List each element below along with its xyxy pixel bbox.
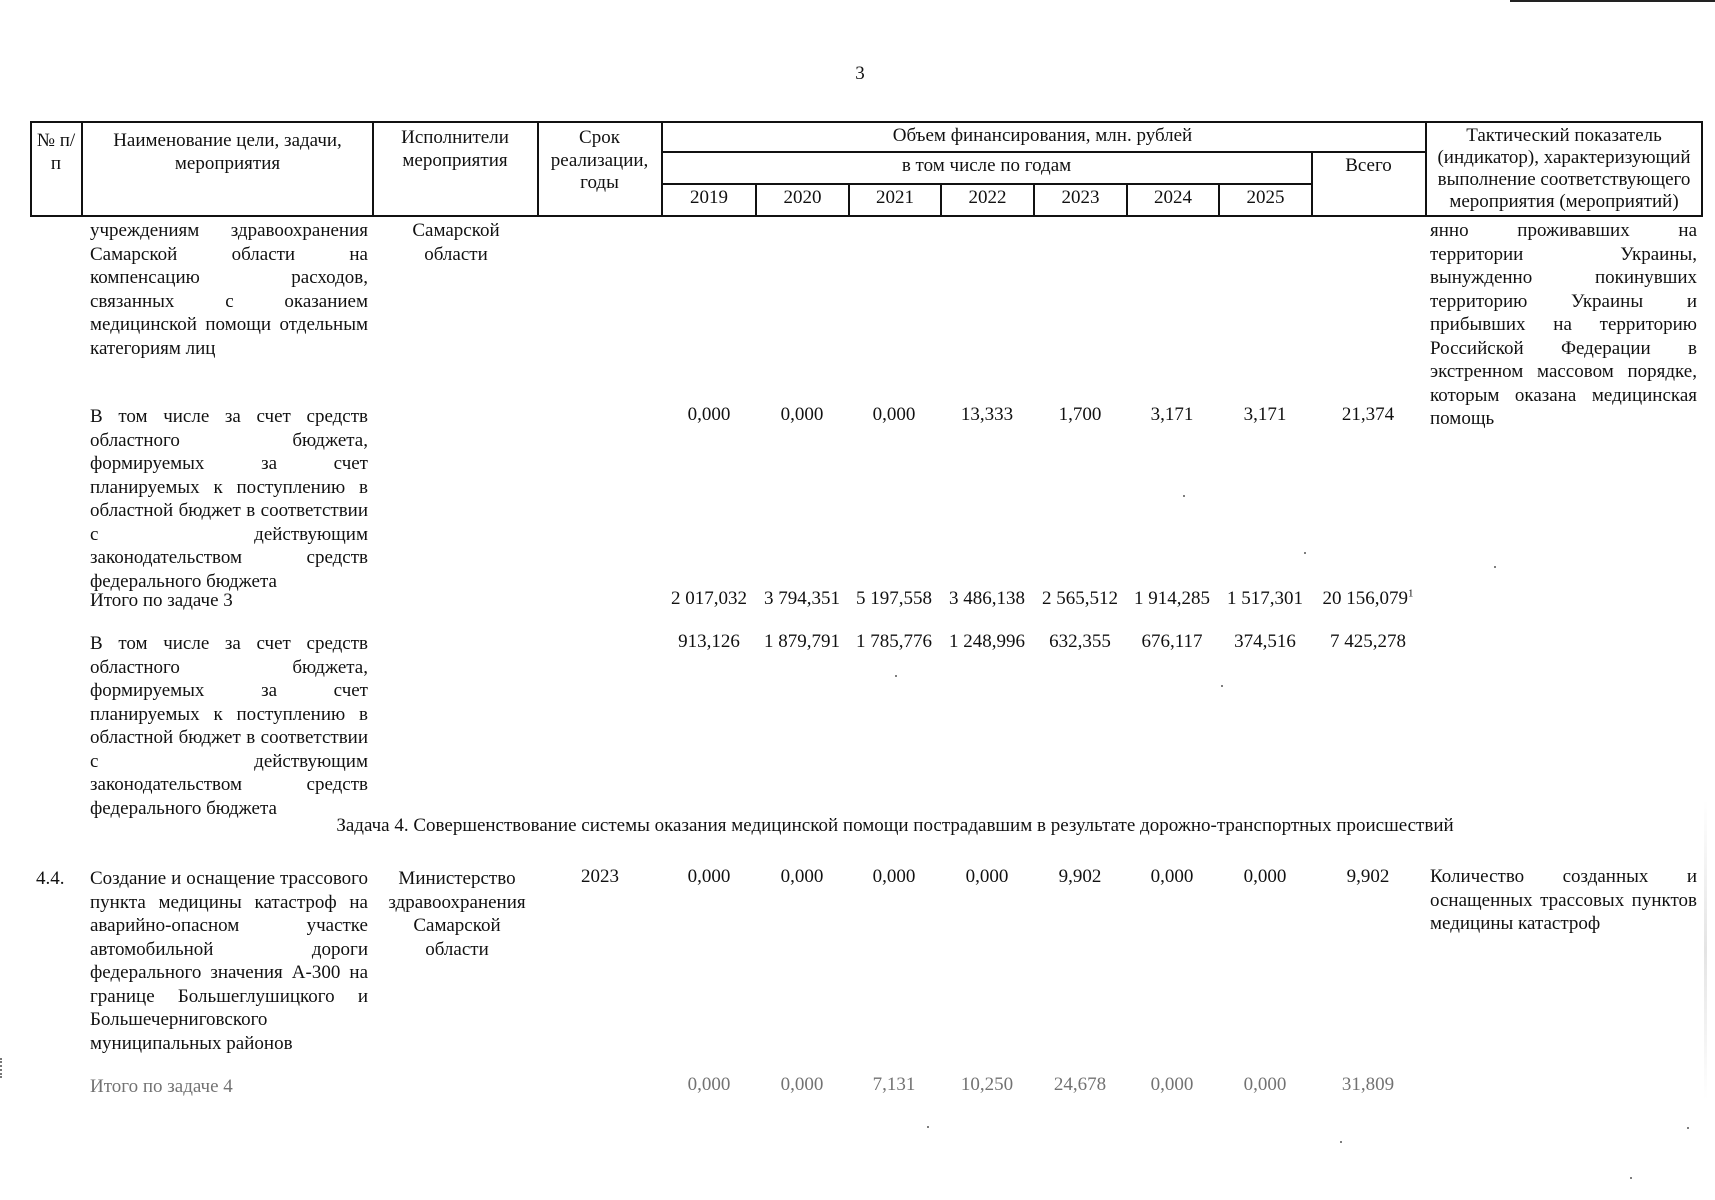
task4-heading: Задача 4. Совершенствование системы оказания медицинской помощи пострадавшим в результате дорожно-транспортных происшествий bbox=[336, 815, 1454, 836]
value-cell: 0,000 bbox=[872, 404, 916, 425]
header-year-2020: 2020 bbox=[783, 187, 822, 208]
col-border bbox=[372, 121, 374, 217]
value-cell: 0,000 bbox=[687, 404, 731, 425]
row-4-4-indicator: Количество созданных и оснащенных трассовых пунктов медицины катастроф bbox=[1430, 866, 1697, 934]
value-cell: 3,171 bbox=[1150, 404, 1194, 425]
years-subheader-line bbox=[661, 183, 1311, 185]
value-cell: 3 794,351 bbox=[764, 588, 840, 609]
value-cell: 0,000 bbox=[1150, 1074, 1194, 1095]
value-cell: 0,000 bbox=[780, 404, 824, 425]
scan-speck bbox=[927, 1126, 929, 1128]
value-cell: 1 785,776 bbox=[856, 631, 932, 652]
scan-speck bbox=[1630, 1177, 1632, 1179]
header-funding: Объем финансирования, млн. рублей bbox=[892, 125, 1193, 146]
row-total-task3-name: Итого по задаче 3 bbox=[90, 590, 233, 611]
scan-edge-mark bbox=[0, 1058, 5, 1078]
scan-edge-shadow bbox=[1704, 800, 1707, 1100]
col-border bbox=[1701, 121, 1703, 217]
header-year-2024: 2024 bbox=[1154, 187, 1192, 208]
total-cell: 7 425,278 bbox=[1330, 631, 1406, 652]
row-4-4-name: Создание и оснащение трассового пункта медицины катастроф на аварийно-опасном участке автомобильной дороги федерального значения А-300 на границе Большеглушицкого и Большечерниговского муниципальных районов bbox=[90, 868, 368, 1054]
value-cell: 3,171 bbox=[1243, 404, 1287, 425]
total-cell: 21,374 bbox=[1341, 404, 1395, 425]
col-border bbox=[30, 121, 32, 217]
value-cell: 1 879,791 bbox=[764, 631, 840, 652]
value-cell: 24,678 bbox=[1053, 1074, 1107, 1095]
value-cell: 0,000 bbox=[965, 866, 1009, 887]
row-regional-1-name: В том числе за счет средств областного бюджета, формируемых за счет планируемых к поступлению в областной бюджет в соответствии с действующим законодательством средств федерального бюджета bbox=[90, 406, 368, 592]
header-bottom-border bbox=[30, 215, 1703, 217]
col-border bbox=[81, 121, 83, 217]
header-year-2025: 2025 bbox=[1246, 187, 1285, 208]
value-cell: 0,000 bbox=[687, 1074, 731, 1095]
header-by-years: в том числе по годам bbox=[901, 155, 1072, 176]
value-cell: 374,516 bbox=[1234, 631, 1296, 652]
value-cell: 2 017,032 bbox=[671, 588, 747, 609]
row-4-4-executor: Министерство здравоохранения Самарской области bbox=[388, 868, 526, 960]
row-continued-name: учреждениям здравоохранения Самарской области на компенсацию расходов, связанных с оказанием медицинской помощи отдельным категориям лиц bbox=[90, 220, 368, 359]
header-name: Наименование цели, задачи, мероприятия bbox=[113, 130, 342, 174]
col-border bbox=[537, 121, 539, 217]
value-cell: 0,000 bbox=[780, 1074, 824, 1095]
header-year-2022: 2022 bbox=[968, 187, 1007, 208]
total-cell bbox=[1316, 587, 1420, 611]
value-cell: 632,355 bbox=[1049, 631, 1111, 652]
value-cell: 1 914,285 bbox=[1134, 588, 1210, 609]
total-cell: 31,809 bbox=[1341, 1074, 1395, 1095]
col-border bbox=[1425, 121, 1427, 217]
header-year-2021: 2021 bbox=[876, 187, 914, 208]
header-indicator: Тактический показатель (индикатор), характеризующий выполнение соответствующего мероприятия (мероприятий) bbox=[1437, 125, 1691, 212]
value-cell: 1 517,301 bbox=[1227, 588, 1303, 609]
header-year-2023: 2023 bbox=[1061, 187, 1100, 208]
row-4-4-num: 4.4. bbox=[36, 868, 65, 889]
value-cell: 676,117 bbox=[1141, 631, 1203, 652]
total-cell: 9,902 bbox=[1346, 866, 1390, 887]
header-top-border bbox=[30, 121, 1703, 123]
header-year-2019: 2019 bbox=[690, 187, 728, 208]
value-cell: 0,000 bbox=[872, 866, 916, 887]
row-continued-executor: Самарской области bbox=[412, 220, 500, 265]
total-value: 20 156,079 bbox=[1322, 588, 1408, 609]
row-continued-indicator: янно проживавших на территории Украины, вынужденно покинувших территорию Украины и прибывших на территорию Российской Федерации в экстренном массовом порядке, которым оказана медицинская помощь bbox=[1430, 220, 1697, 429]
value-cell: 0,000 bbox=[687, 866, 731, 887]
scan-speck bbox=[1340, 1141, 1342, 1143]
value-cell: 1 248,996 bbox=[949, 631, 1025, 652]
footnote-mark: 1 bbox=[1408, 587, 1414, 600]
header-term: Срок реализации, годы bbox=[550, 127, 649, 193]
value-cell: 0,000 bbox=[1243, 1074, 1287, 1095]
value-cell: 10,250 bbox=[960, 1074, 1014, 1095]
top-edge-line bbox=[1510, 0, 1715, 2]
row-4-4-term: 2023 bbox=[581, 866, 619, 887]
row-regional-2-name: В том числе за счет средств областного бюджета, формируемых за счет планируемых к поступлению в областной бюджет в соответствии с действующим законодательством средств федерального бюджета bbox=[90, 633, 368, 819]
value-cell: 2 565,512 bbox=[1042, 588, 1118, 609]
scan-speck bbox=[1304, 552, 1306, 554]
value-cell: 5 197,558 bbox=[856, 588, 932, 609]
header-total: Всего bbox=[1345, 155, 1392, 176]
scan-speck bbox=[895, 675, 897, 677]
value-cell: 0,000 bbox=[780, 866, 824, 887]
row-total-task4-name: Итого по задаче 4 bbox=[90, 1076, 233, 1097]
value-cell: 1,700 bbox=[1058, 404, 1102, 425]
page-number: 3 bbox=[855, 63, 865, 84]
value-cell: 9,902 bbox=[1058, 866, 1102, 887]
header-executors: Исполнители мероприятия bbox=[401, 127, 509, 171]
scan-speck bbox=[1221, 685, 1223, 687]
scan-speck bbox=[1687, 1127, 1689, 1129]
col-border bbox=[1311, 151, 1313, 217]
value-cell: 13,333 bbox=[960, 404, 1014, 425]
value-cell: 7,131 bbox=[872, 1074, 916, 1095]
value-cell: 3 486,138 bbox=[949, 588, 1025, 609]
scan-speck bbox=[1183, 495, 1185, 497]
value-cell: 0,000 bbox=[1243, 866, 1287, 887]
value-cell: 0,000 bbox=[1150, 866, 1194, 887]
header-num: № п/п bbox=[36, 130, 76, 174]
value-cell: 913,126 bbox=[678, 631, 740, 652]
scan-speck bbox=[1494, 566, 1496, 568]
